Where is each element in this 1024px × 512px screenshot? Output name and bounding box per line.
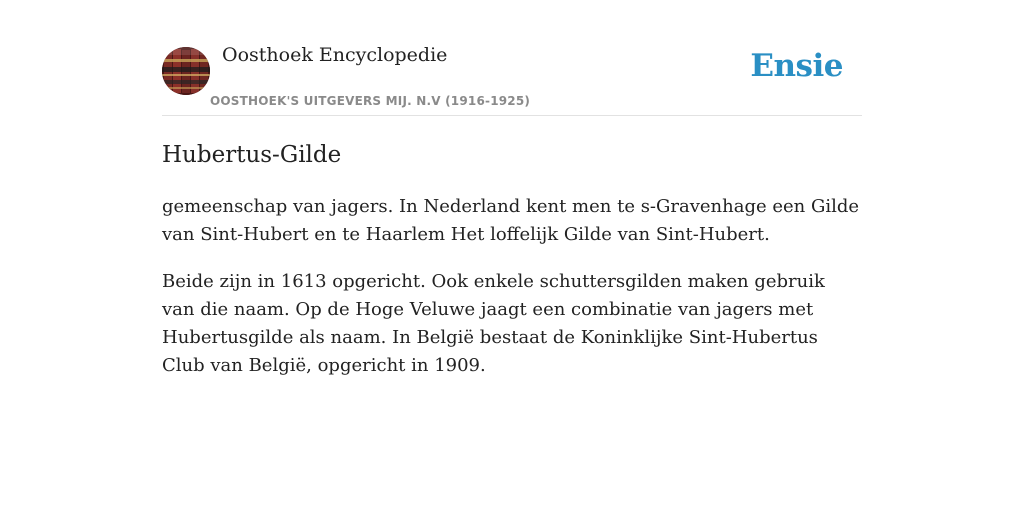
- entry-paragraph: Beide zijn in 1613 opgericht. Ook enkele schuttersgilden maken gebruik van die naam. Op de Hoge Veluwe jaagt een combinatie van jagers met Hubertusgilde als naam. In België bestaat de Koninklijke Sint-Hubertus Club van België, opgericht in 1909.: [162, 271, 825, 376]
- ensie-logo[interactable]: Ensie: [750, 48, 843, 84]
- entry-title: Hubertus-Gilde: [162, 142, 342, 168]
- source-title[interactable]: Oosthoek Encyclopedie: [222, 44, 448, 66]
- source-header: [162, 38, 862, 116]
- source-subtitle: OOSTHOEK'S UITGEVERS MIJ. N.V (1916-1925): [210, 94, 531, 108]
- entry-paragraph: gemeenschap van jagers. In Nederland kent men te s-Gravenhage een Gilde van Sint-Hubert en te Haarlem Het loffelijk Gilde van Sint-Hubert.: [162, 196, 860, 245]
- article-card: [162, 38, 862, 380]
- book-spines-icon[interactable]: [162, 47, 210, 95]
